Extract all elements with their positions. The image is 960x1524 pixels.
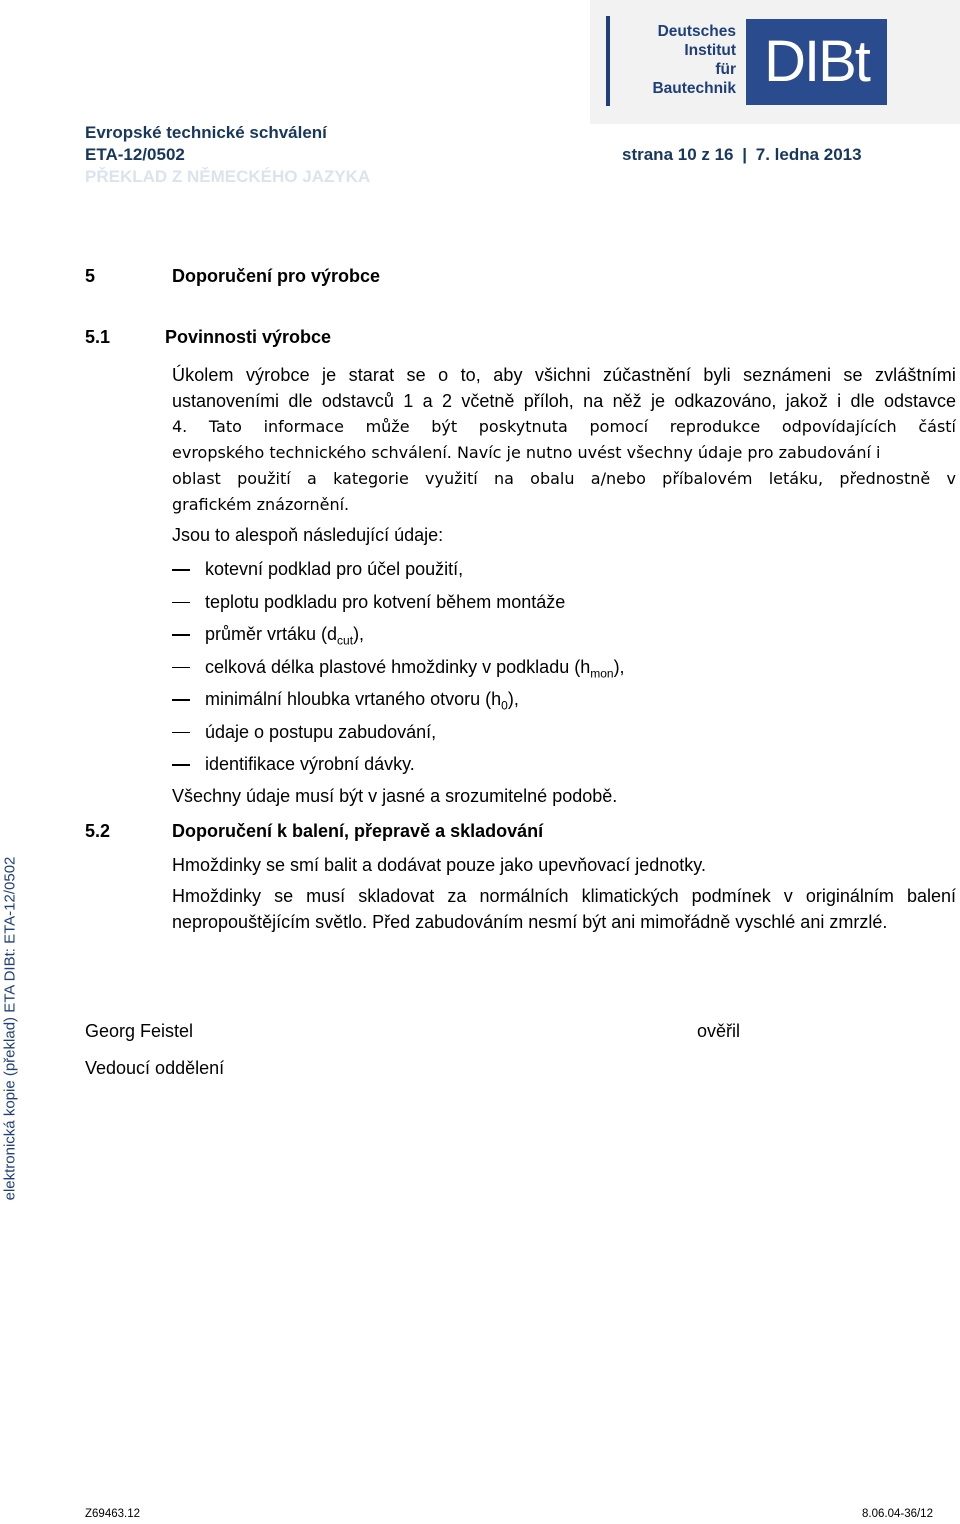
list-item-text: kotevní podklad pro účel použití, [205,559,464,579]
list-item-subscript: mon [590,666,614,681]
signatory-name: Georg Feistel [85,1021,194,1041]
logo-bar [606,16,610,106]
logo-mark: DIBt [746,19,887,105]
side-watermark-text: elektronická kopie (překlad) ETA DIBt: ETA-12/0502 [1,856,19,1201]
logo-line-4: Bautechnik [652,80,736,97]
para-line-4: evropského technického schválení. Navíc je nutno uvést všechny údaje pro zabudování i [172,443,881,462]
doc-title: Evropské technické schválení [85,123,327,142]
footer-right: 8.06.04-36/12 [862,1508,933,1520]
header-separator: | [742,145,748,164]
para-line-3: 4. Tato informace může být poskytnuta pomocí reprodukce odpovídajících částí [172,417,956,436]
list-dash-icon [172,699,190,701]
page-info [622,145,862,165]
section-5-title: Doporučení pro výrobce [172,266,381,286]
signatory-role: Vedoucí oddělení [85,1058,225,1078]
list-dash-icon [172,569,190,571]
list-dash-icon [172,732,190,734]
list-item-subscript: 0 [501,698,508,713]
doc-date: 7. ledna 2013 [755,145,862,164]
list-item-text: minimální hloubka vrtaného otvoru (h [205,689,502,709]
section-5-1-number: 5.1 [85,327,111,347]
logo-institute-name [640,22,736,98]
list-dash-icon [172,667,190,669]
list-item-subscript: cut [337,633,354,648]
logo-line-2: Institut [684,42,736,59]
section-5-2-title: Doporučení k balení, přepravě a skladování [172,821,544,841]
list-closing: Všechny údaje musí být v jasné a srozumitelné podobě. [172,786,618,806]
section-5-1-paragraph [172,362,956,518]
list-item-text: celková délka plastové hmoždinky v podkladu (h [205,656,591,677]
list-item [205,621,364,654]
translation-note: PŘEKLAD Z NĚMECKÉHO JAZYKA [85,167,371,186]
para-line-1: Úkolem výrobce je starat se o to, aby všichni zúčastnění byli seznámeni se zvláštními [172,365,956,385]
section-5-2-para-2-line-1: Hmoždinky se musí skladovat za normálních klimatických podmínek v originálním balení [172,886,956,906]
logo-line-3: für [715,61,736,78]
verified-label: ověřil [697,1021,741,1041]
list-item [205,686,519,719]
section-5-1-title: Povinnosti výrobce [165,327,332,347]
list-dash-icon [172,602,190,604]
doc-number: ETA-12/0502 [85,145,185,164]
list-item-suffix: ), [613,656,625,677]
footer-left: Z69463.12 [85,1508,140,1520]
list-item [205,556,463,582]
section-5-2-para-1: Hmoždinky se smí balit a dodávat pouze jako upevňovací jednotky. [172,855,706,875]
list-item-text: průměr vrtáku (d [205,624,338,644]
list-item-text: údaje o postupu zabudování, [205,721,437,742]
list-dash-icon [172,764,190,766]
list-item [205,589,565,615]
para-line-2: ustanoveními dle odstavců 1 a 2 včetně příloh, na něž je odkazováno, jakož i dle odstavce [172,391,956,411]
page-number: strana 10 z 16 [622,145,734,164]
list-dash-icon [172,634,190,636]
list-item-suffix: ), [353,624,365,644]
section-5-2-number: 5.2 [85,821,111,841]
list-item-text: teplotu podkladu pro kotvení během montáže [205,591,566,612]
list-intro: Jsou to alespoň následující údaje: [172,525,444,545]
list-item [205,654,625,687]
para-line-6: grafickém znázornění. [172,495,350,514]
logo-line-1: Deutsches [657,23,736,40]
list-item-text: identifikace výrobní dávky. [205,754,415,774]
list-item [205,751,415,777]
section-5-2-para-2-line-2: nepropouštějícím světlo. Před zabudováním nesmí být ani mimořádně vyschlé ani zmrzlé. [172,912,888,932]
para-line-5: oblast použití a kategorie využití na obalu a/nebo příbalovém letáku, přednostně v [172,469,956,488]
list-item [205,719,436,745]
list-item-suffix: ), [507,689,519,709]
section-5-number: 5 [85,266,96,286]
